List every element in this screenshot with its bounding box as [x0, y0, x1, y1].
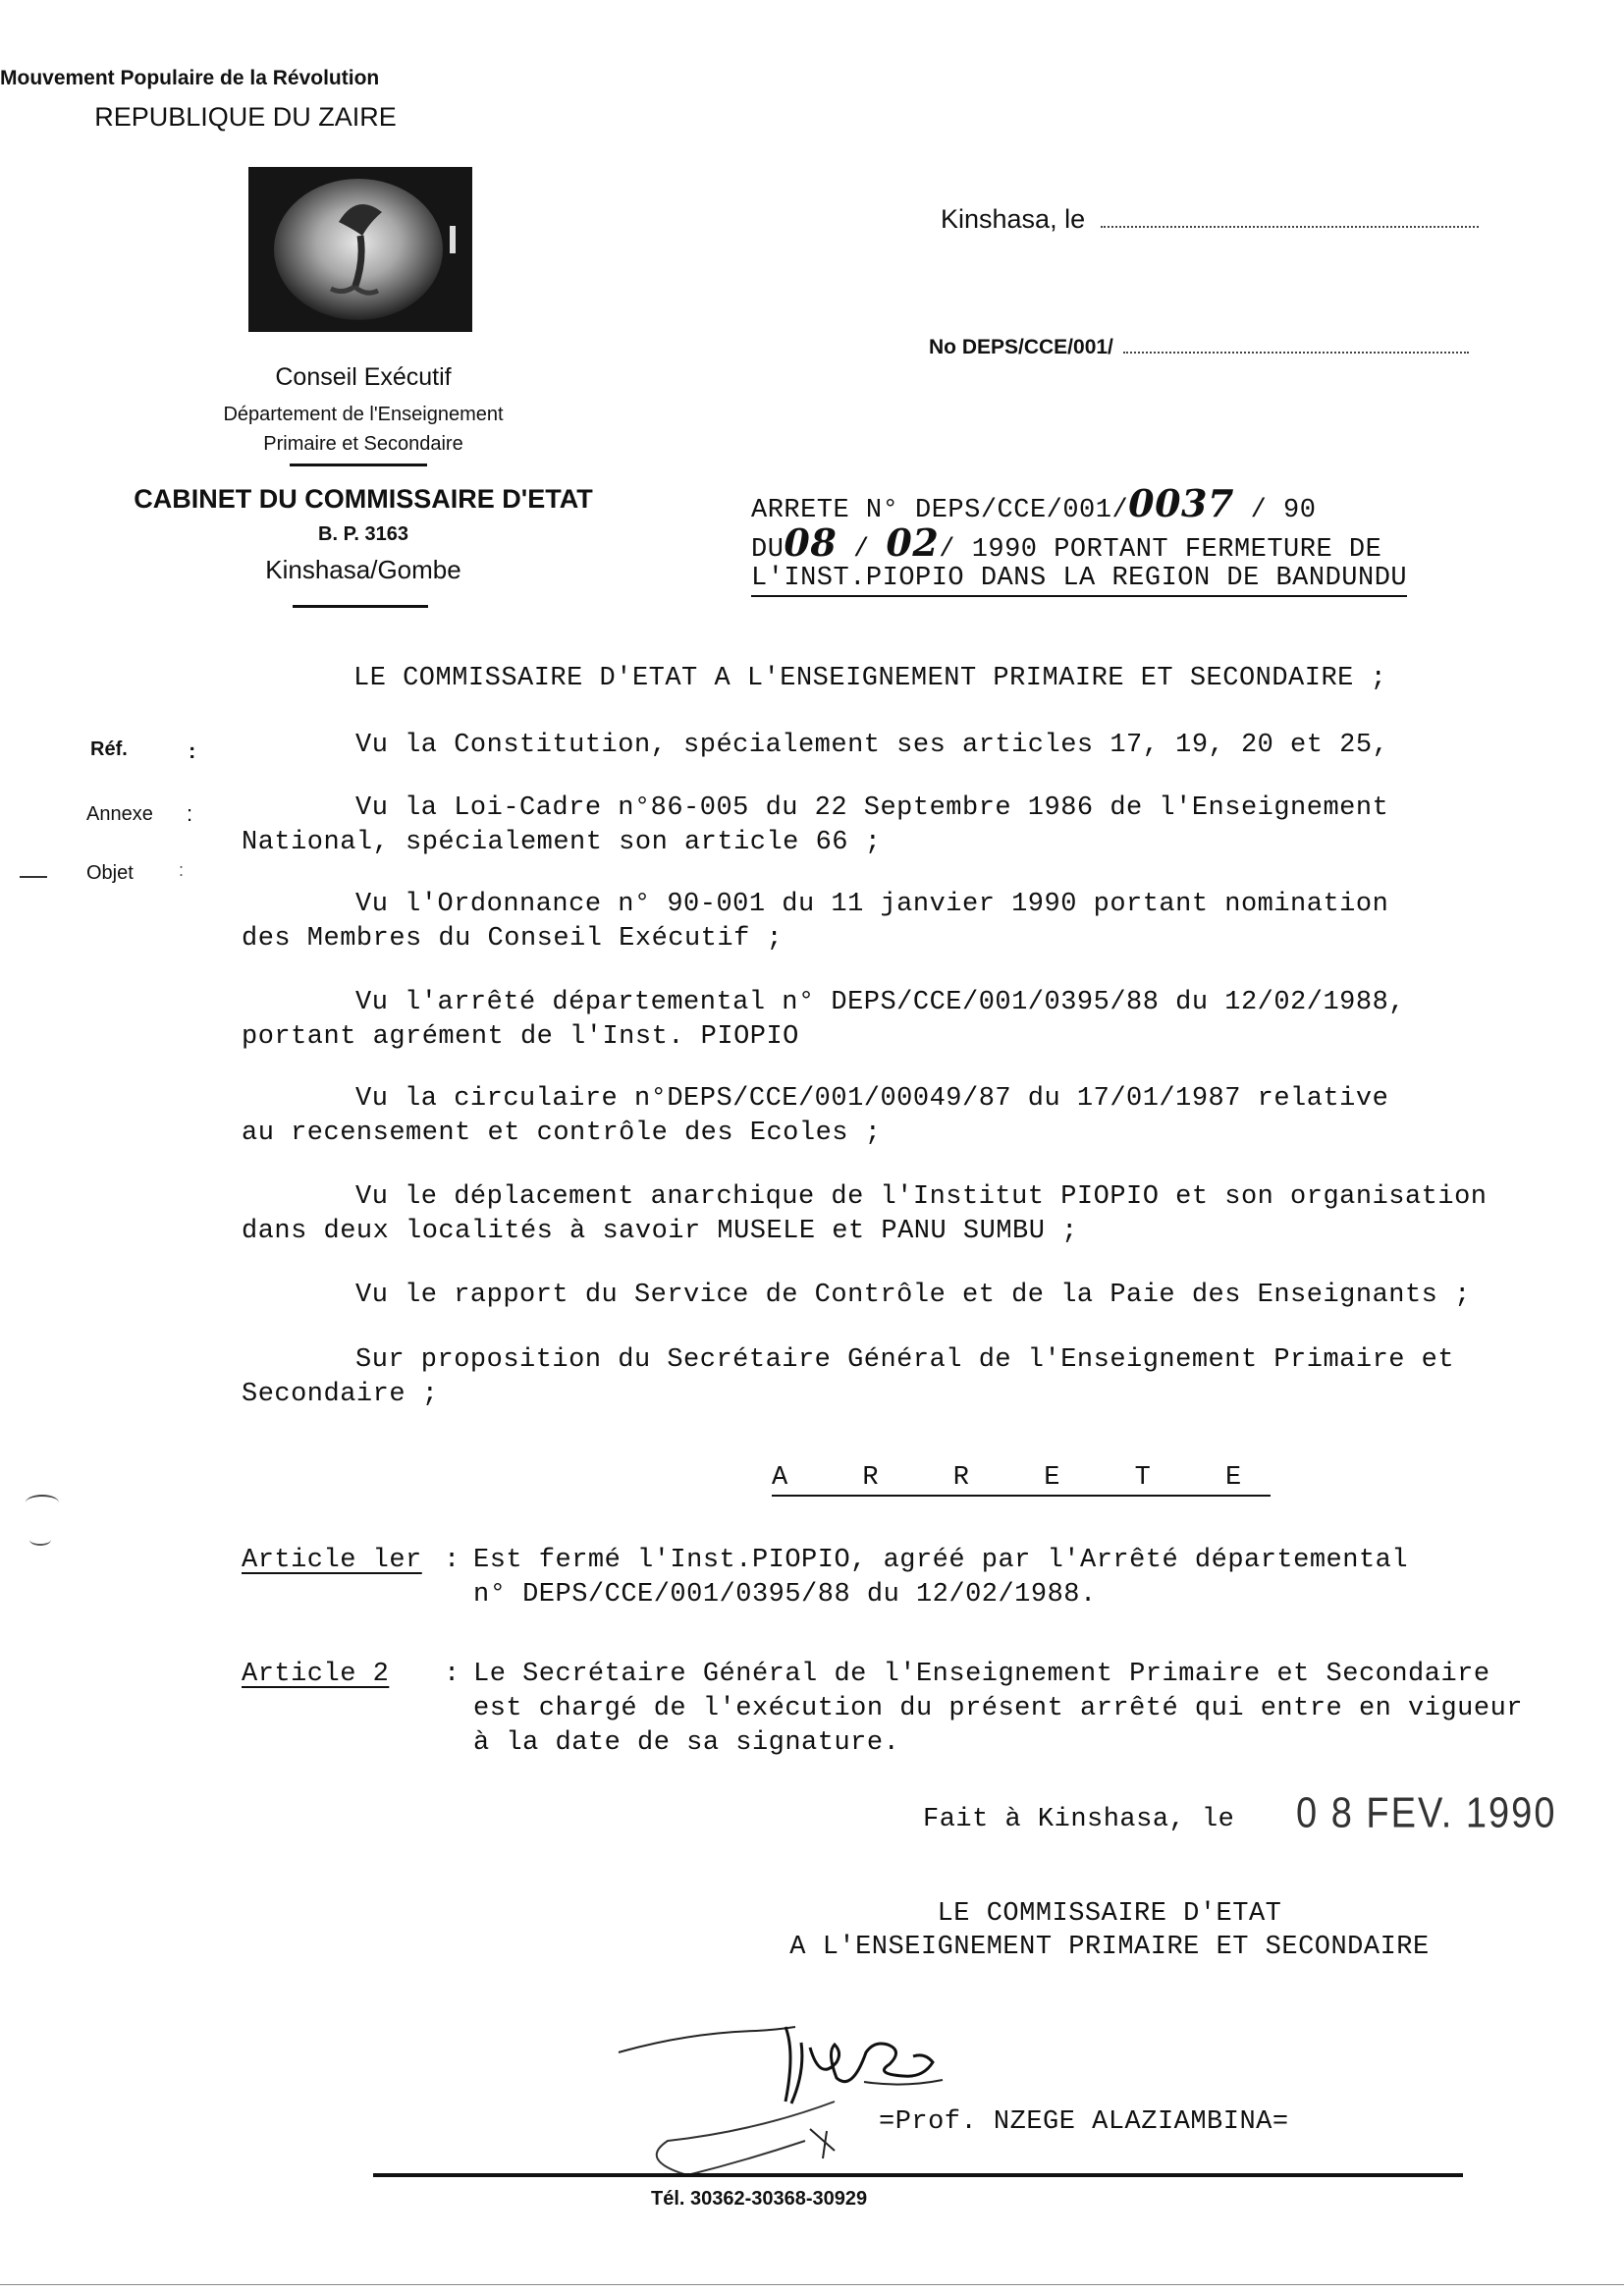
consideration [242, 1279, 1471, 1313]
department-line-2: Primaire et Secondaire [263, 433, 463, 455]
handwritten-month: 02 [886, 520, 940, 565]
consideration-line-2: dans deux localités à savoir MUSELE et PANU SUMBU ; [242, 1217, 1078, 1246]
decree-title-line-1 [751, 481, 1316, 525]
date-separator: / [837, 535, 887, 565]
consideration-line-1: Vu la Constitution, spécialement ses articles 17, 19, 20 et 25, [355, 731, 1389, 760]
decree-object-text: / 1990 PORTANT FERMETURE DE [939, 535, 1382, 565]
handwritten-decree-number: 0037 [1128, 481, 1234, 525]
issuing-authority: LE COMMISSAIRE D'ETAT A L'ENSEIGNEMENT PRIMAIRE ET SECONDAIRE ; [353, 664, 1387, 693]
consideration [242, 986, 1405, 1055]
council-name: Conseil Exécutif [275, 363, 452, 391]
margin-mark [29, 1534, 51, 1546]
article-body [473, 1658, 1523, 1761]
article-line: n° DEPS/CCE/001/0395/88 du 12/02/1988. [473, 1580, 1097, 1610]
place-date-line [941, 204, 1479, 235]
consideration-line-1: Vu la Loi-Cadre n°86-005 du 22 Septembre 1986 de l'Enseignement [355, 793, 1389, 823]
signature [609, 1994, 1021, 2190]
date-blank [1101, 226, 1479, 228]
signing-place-date: Fait à Kinshasa, le [923, 1805, 1235, 1834]
cabinet-title: CABINET DU COMMISSAIRE D'ETAT [134, 484, 593, 514]
reference-number-line [929, 336, 1469, 359]
objet-label: Objet [86, 862, 134, 884]
consideration-line-1: Vu le déplacement anarchique de l'Institut PIOPIO et son organisation [355, 1182, 1488, 1212]
movement-line: Mouvement Populaire de la Révolution [0, 67, 380, 89]
consideration-line-1: Sur proposition du Secrétaire Général de l'Enseignement Primaire et [355, 1345, 1455, 1375]
decree-title-line-3: L'INST.PIOPIO DANS LA REGION DE BANDUNDU [751, 564, 1407, 597]
consideration-line-2: Secondaire ; [242, 1380, 439, 1409]
reference-number-label: No DEPS/CCE/001/ [929, 336, 1113, 358]
consideration [242, 792, 1388, 860]
footer-rule [373, 2173, 1463, 2177]
article-line: Est fermé l'Inst.PIOPIO, agréé par l'Arrêté départemental [473, 1546, 1409, 1575]
consideration [242, 888, 1388, 956]
number-blank [1123, 352, 1469, 354]
consideration-line-2: au recensement et contrôle des Ecoles ; [242, 1119, 882, 1148]
annexe-label: Annexe [86, 803, 153, 825]
article-line: Le Secrétaire Général de l'Enseignement Primaire et Secondaire [473, 1660, 1490, 1689]
article-label: Article ler [242, 1546, 422, 1575]
scan-edge [0, 2284, 1624, 2285]
department-rule [290, 464, 427, 466]
signatory-name: =Prof. NZEGE ALAZIAMBINA= [879, 2107, 1289, 2137]
office-city: Kinshasa/Gombe [265, 555, 461, 584]
article-label: Article 2 [242, 1660, 390, 1689]
consideration [242, 729, 1388, 763]
po-box: B. P. 3163 [318, 523, 408, 545]
consideration-line-1: Vu l'Ordonnance n° 90-001 du 11 janvier 1990 portant nomination [355, 890, 1389, 919]
decree-date-prefix: DU [751, 535, 785, 565]
signatory-title-line-2: A L'ENSEIGNEMENT PRIMAIRE ET SECONDAIRE [789, 1933, 1430, 1962]
article-body [473, 1544, 1408, 1612]
article [242, 1544, 422, 1578]
annexe-colon: : [187, 801, 193, 826]
consideration-line-1: Vu le rapport du Service de Contrôle et de la Paie des Enseignants ; [355, 1281, 1471, 1310]
place-date-label: Kinshasa, le [941, 204, 1086, 234]
signatory-title-line-1: LE COMMISSAIRE D'ETAT [937, 1899, 1282, 1929]
emblem-image [248, 167, 472, 332]
consideration-line-1: Vu l'arrêté départemental n° DEPS/CCE/001/0395/88 du 12/02/1988, [355, 988, 1405, 1017]
consideration [242, 1180, 1487, 1249]
handwritten-day: 08 [784, 520, 838, 565]
consideration-line-2: National, spécialement son article 66 ; [242, 828, 882, 857]
footer-phone: Tél. 30362-30368-30929 [651, 2188, 868, 2210]
city-rule [293, 605, 428, 608]
date-stamp: 0 8 FEV. 1990 [1296, 1789, 1557, 1838]
consideration-line-2: portant agrément de l'Inst. PIOPIO [242, 1022, 799, 1052]
department-line-1: Département de l'Enseignement [223, 404, 504, 425]
republic-line: REPUBLIQUE DU ZAIRE [94, 102, 397, 132]
decree-year-suffix: / 90 [1233, 496, 1317, 525]
decree-number-prefix: ARRETE N° DEPS/CCE/001/ [751, 496, 1129, 525]
article-separator: : [444, 1546, 460, 1575]
ref-colon: : [189, 738, 196, 763]
article-separator: : [444, 1660, 460, 1689]
consideration [242, 1343, 1454, 1412]
article [242, 1658, 389, 1692]
article-line: est chargé de l'exécution du présent arrêté qui entre en vigueur [473, 1694, 1523, 1723]
consideration-line-2: des Membres du Conseil Exécutif ; [242, 924, 784, 954]
national-emblem [248, 167, 472, 332]
decree-title-line-2 [751, 520, 1381, 565]
objet-colon: : [179, 860, 185, 880]
consideration [242, 1082, 1388, 1151]
decision-heading [772, 1463, 1271, 1497]
ref-label-text: Réf. [90, 738, 128, 760]
article-line: à la date de sa signature. [473, 1728, 900, 1758]
margin-mark [20, 876, 47, 878]
margin-mark [26, 1495, 59, 1510]
consideration-line-1: Vu la circulaire n°DEPS/CCE/001/00049/87 du 17/01/1987 relative [355, 1084, 1389, 1114]
decision-heading-text: A R R E T E [772, 1463, 1272, 1493]
ref-label [90, 738, 128, 761]
